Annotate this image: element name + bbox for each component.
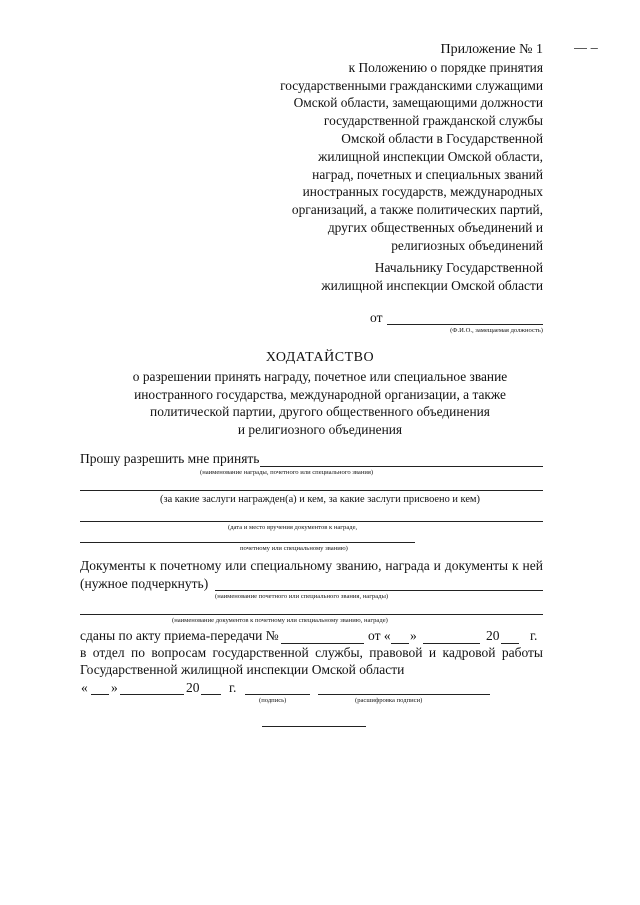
act-year-suffix: г. — [530, 628, 538, 643]
date-day-field[interactable] — [91, 694, 109, 695]
appendix-line: жилищной инспекции Омской области, — [318, 148, 543, 164]
signature-field[interactable] — [245, 694, 310, 695]
act-quote-close: » — [410, 628, 417, 643]
addressee-block — [300, 259, 543, 295]
merits-hint: (за какие заслуги награжден(а) и кем, за какие заслуги присвоено и кем) — [160, 494, 480, 505]
date-place-hint-2: почетному или специальному званию) — [240, 545, 348, 552]
appendix-line: религиозных объединений — [391, 237, 543, 253]
subtitle-line: о разрешении принять награду, почетное или специальное звание — [132, 369, 508, 384]
appendix-line: государственной гражданской службы — [323, 113, 543, 129]
subtitle-line: и религиозного объединения — [237, 421, 403, 437]
corner-mark: — – — [574, 40, 598, 55]
act-year-field[interactable] — [501, 643, 519, 644]
appendix-block — [270, 41, 543, 255]
date-year-suffix: г. — [229, 680, 237, 695]
act-year-prefix: 20 — [486, 628, 500, 643]
date-place-field[interactable] — [80, 521, 543, 522]
appendix-line: других общественных объединений и — [327, 219, 543, 235]
docs-list-field[interactable] — [80, 614, 543, 615]
dept-line-2: Государственной жилищной инспекции Омской области — [80, 662, 405, 677]
date-year-field[interactable] — [201, 694, 221, 695]
appendix-line: Омской области в Государственной — [341, 130, 543, 146]
appendix-line: к Положению о порядке принятия — [348, 59, 543, 75]
docs-line-2: (нужное подчеркнуть) — [80, 576, 209, 591]
merits-field[interactable] — [80, 490, 543, 491]
docs-name-field[interactable] — [215, 590, 543, 591]
act-number-field[interactable] — [281, 643, 364, 644]
petition-title: ХОДАТАЙСТВО — [265, 350, 375, 365]
appendix-line: наград, почетных и специальных званий — [312, 166, 543, 182]
docs-name-hint: (наименование почетного или специального звания, награды) — [215, 593, 389, 600]
appendix-title: Приложение № 1 — [440, 42, 543, 57]
addressee-line: Начальнику Государственной — [374, 260, 543, 275]
docs-list-hint: (наименование документов к почетному или специальному званию, награде) — [172, 617, 388, 624]
signature-decoding-hint: (расшифровка подписи) — [355, 697, 423, 704]
act-label: сданы по акту приема-передачи № — [80, 628, 279, 643]
appendix-line: государственными гражданскими служащими — [280, 77, 543, 93]
date-close-quote: » — [111, 680, 118, 695]
request-label: Прошу разрешить мне принять — [80, 451, 260, 466]
award-field[interactable] — [260, 466, 543, 467]
act-from-label: от « — [368, 628, 391, 643]
date-year-prefix: 20 — [186, 680, 200, 695]
date-open-quote: « — [81, 680, 88, 695]
signature-decoding-field[interactable] — [318, 694, 490, 695]
subtitle-line: иностранного государства, международной организации, а также — [134, 386, 506, 402]
petition-subtitle — [80, 368, 560, 438]
act-month-field[interactable] — [423, 643, 480, 644]
from-label: от — [370, 310, 383, 325]
from-hint: (Ф.И.О., замещаемая должность) — [450, 327, 543, 334]
subtitle-line: политической партии, другого общественного объединения — [150, 404, 490, 419]
date-place-field-2[interactable] — [80, 542, 415, 543]
date-month-field[interactable] — [120, 694, 184, 695]
dept-line-1: в отдел по вопросам государственной службы, правовой и кадровой работы — [80, 645, 543, 660]
date-place-hint: (дата и место вручения документов к награде, — [228, 524, 358, 531]
appendix-line: организаций, а также политических партий, — [291, 202, 543, 218]
addressee-line: жилищной инспекции Омской области — [321, 278, 543, 293]
appendix-line: иностранных государств, международных — [302, 184, 543, 200]
closing-separator — [262, 726, 366, 727]
docs-line-1: Документы к почетному или специальному званию, награда и документы к ней — [80, 558, 543, 573]
award-hint: (наименование награды, почетного или специального звания) — [200, 469, 374, 476]
appendix-line: Омской области, замещающими должности — [293, 95, 543, 111]
from-field[interactable] — [387, 324, 543, 325]
act-day-field[interactable] — [391, 643, 409, 644]
signature-hint: (подпись) — [259, 697, 287, 704]
